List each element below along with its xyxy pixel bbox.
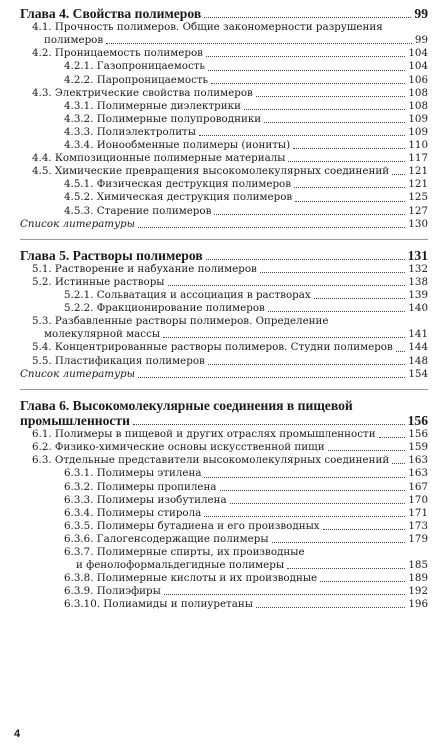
toc-entry (20, 341, 428, 354)
toc-entry (20, 34, 428, 47)
toc-entry-text: 6.3.2. Полимеры пропилена (64, 480, 217, 493)
toc-entry-page: 167 (408, 480, 428, 493)
dot-leader (208, 69, 405, 71)
toc-entry (20, 302, 428, 315)
dot-leader (272, 541, 406, 543)
toc-entry (20, 74, 428, 87)
toc-entry-page: 163 (408, 454, 428, 467)
dot-leader (320, 580, 405, 582)
toc-entry (20, 276, 428, 289)
toc-entry (20, 467, 428, 480)
toc-entry-page: 189 (408, 572, 428, 585)
dot-leader (133, 423, 405, 425)
toc-entry-text: 4.2. Проницаемость полимеров (32, 47, 203, 60)
toc-entry-text: 5.1. Растворение и набухание полимеров (32, 262, 257, 275)
toc-entry-text: 4.5.2. Химическая деструкция полимеров (64, 191, 293, 204)
references-entry-text: Список литературы (20, 367, 136, 380)
chapter-heading (20, 248, 428, 263)
references-entry (20, 218, 428, 231)
toc-entry-line (20, 546, 428, 559)
toc-entry-text: 5.2.2. Фракционирование полимеров (64, 302, 265, 315)
toc-entry-page: 117 (408, 152, 428, 165)
dot-leader (164, 593, 406, 595)
toc-entry (20, 263, 428, 276)
toc-entry-page: 106 (408, 73, 428, 86)
chapter-heading-text: Глава 4. Свойства полимеров (20, 6, 202, 21)
dot-leader (138, 376, 405, 378)
dot-leader (220, 489, 406, 491)
dot-leader (206, 55, 405, 57)
toc-entry-text: 4.5.1. Физическая деструкция полимеров (64, 178, 292, 191)
toc-entry-page: 192 (408, 585, 428, 598)
toc-entry (20, 126, 428, 139)
dot-leader (379, 436, 406, 438)
toc-entry (20, 598, 428, 611)
toc-entry-text: 4.3.1. Полимерные диэлектрики (64, 99, 241, 112)
toc-entry-text: 6.3.1. Полимеры этилена (64, 467, 202, 480)
toc-entry-text: 5.2. Истинные растворы (32, 276, 165, 288)
toc-entry-text: 4.3. Электрические свойства полимеров (32, 86, 253, 99)
chapter-section (20, 6, 428, 231)
dot-leader (138, 226, 405, 228)
dot-leader (211, 82, 405, 84)
toc-entry-page: 139 (408, 289, 428, 302)
toc-entry-text: 6.3. Отдельные представители высокомолекулярных соединений (32, 454, 390, 467)
dot-leader (204, 476, 405, 478)
toc-entry (20, 87, 428, 100)
toc-entry (20, 585, 428, 598)
toc-entry (20, 191, 428, 204)
toc-entry (20, 165, 428, 178)
toc-entry-text: 6.3.4. Полимеры стирола (64, 506, 202, 519)
chapter-heading-page: 156 (407, 412, 428, 428)
toc-entry-text: 6.3.3. Полимеры изобутилена (64, 493, 227, 506)
toc-entry-page: 108 (408, 86, 428, 99)
dot-leader (314, 297, 406, 299)
toc-entry-page: 99 (414, 34, 428, 47)
dot-leader (208, 363, 406, 365)
toc-entry-text: 5.5. Пластификация полимеров (32, 354, 205, 367)
toc-entry (20, 454, 428, 467)
toc-entry (20, 289, 428, 302)
dot-leader (396, 350, 406, 352)
toc-entry-text: молекулярной массы (44, 328, 161, 341)
toc-entry (20, 113, 428, 126)
dot-leader (206, 258, 405, 260)
toc-entry-text: 4.3.2. Полимерные полупроводники (64, 112, 262, 125)
toc-entry-text: 4.2.1. Газопроницаемость (64, 60, 206, 73)
dot-leader (392, 462, 405, 464)
toc-entry-text: 5.2.1. Сольватация и ассоциация в растворах (64, 289, 311, 302)
toc-entry-text: полимеров (44, 34, 104, 47)
dot-leader (328, 449, 406, 451)
toc-entry (20, 100, 428, 113)
toc-entry (20, 60, 428, 73)
toc-entry-text: 4.4. Композиционные полимерные материалы (32, 152, 286, 165)
dot-leader (288, 160, 405, 162)
toc-entry-page: 121 (408, 165, 428, 178)
toc-entry-page: 185 (408, 559, 428, 572)
dot-leader (163, 336, 405, 338)
chapter-heading-line (20, 398, 428, 413)
toc-entry (20, 520, 428, 533)
toc-entry-text: 6.3.10. Полиамиды и полиуретаны (64, 598, 253, 611)
toc-entry (20, 494, 428, 507)
chapter-section (20, 239, 428, 381)
toc-entry-text: 6.3.6. Галогенсодержащие полимеры (64, 532, 269, 545)
chapter-heading-page: 99 (414, 6, 428, 21)
dot-leader (287, 567, 405, 569)
toc-entry (20, 139, 428, 152)
dot-leader (295, 200, 405, 202)
toc-entry-page: 140 (408, 302, 428, 315)
toc-entry-page: 109 (408, 112, 428, 125)
toc-entry (20, 47, 428, 60)
toc-entry-page: 156 (408, 428, 428, 441)
toc-entry-page: 110 (408, 139, 428, 152)
toc-entry (20, 178, 428, 191)
dot-leader (204, 16, 411, 18)
toc-entry-text: 4.3.4. Ионообменные полимеры (иониты) (64, 139, 291, 152)
toc-entry-line (20, 315, 428, 328)
references-entry (20, 368, 428, 381)
toc-entry-text: 4.5. Химические превращения высокомолекулярных соединений (32, 165, 390, 178)
toc-entry-page: 171 (408, 506, 428, 519)
toc-entry (20, 441, 428, 454)
toc-entry-line-text: 6.3.7. Полимерные спирты, их производные (64, 546, 305, 558)
toc-entry-page: 144 (408, 341, 428, 354)
dot-leader (260, 271, 406, 273)
toc-entry-text: 4.3.3. Полиэлектролиты (64, 125, 196, 138)
toc-entry-page: 127 (408, 204, 428, 217)
dot-leader (168, 284, 406, 286)
toc-entry-line-text: 5.3. Разбавленные растворы полимеров. Определение (32, 315, 329, 328)
toc-entry (20, 533, 428, 546)
table-of-contents (20, 6, 428, 611)
toc-entry-page: 173 (408, 519, 428, 532)
toc-entry (20, 428, 428, 441)
dot-leader (230, 502, 406, 504)
toc-entry-page: 163 (408, 467, 428, 480)
dot-leader (214, 213, 405, 215)
toc-entry-page: 125 (408, 191, 428, 204)
toc-entry-page: 104 (408, 60, 428, 73)
dot-leader (204, 515, 405, 517)
toc-entry-text: 5.4. Концентрированные растворы полимеров. Студни полимеров (32, 341, 393, 354)
toc-entry-text: 6.3.5. Полимеры бутадиена и его производных (64, 519, 320, 532)
toc-entry (20, 559, 428, 572)
dot-leader (323, 528, 406, 530)
toc-entry-page: 196 (408, 598, 428, 611)
toc-entry (20, 355, 428, 368)
toc-entry (20, 507, 428, 520)
toc-entry-page: 104 (408, 47, 428, 60)
toc-entry-line (20, 21, 428, 34)
references-entry-page: 154 (408, 367, 428, 380)
toc-entry-page: 141 (408, 328, 428, 341)
toc-entry (20, 481, 428, 494)
dot-leader (268, 310, 405, 312)
toc-entry (20, 572, 428, 585)
toc-entry (20, 152, 428, 165)
toc-entry (20, 205, 428, 218)
dot-leader (256, 95, 406, 97)
toc-entry-text: 4.2.2. Паропроницаемость (64, 73, 209, 86)
dot-leader (244, 108, 405, 110)
chapter-heading (20, 6, 428, 21)
dot-leader (294, 186, 405, 188)
toc-entry-page: 132 (408, 262, 428, 275)
toc-entry-line-text: 4.1. Прочность полимеров. Общие закономерности разрушения (32, 21, 383, 34)
dot-leader (264, 121, 405, 123)
toc-entry-page: 170 (408, 493, 428, 506)
toc-entry-text: 6.2. Физико-химические основы искусственной пищи (32, 441, 325, 454)
toc-entry-page: 179 (408, 532, 428, 545)
dot-leader (256, 606, 405, 608)
chapter-heading-line-text: Глава 6. Высокомолекулярные соединения в пищевой (20, 397, 353, 413)
dot-leader (199, 134, 405, 136)
chapter-heading-page: 131 (407, 247, 428, 263)
references-entry-text: Список литературы (20, 217, 136, 230)
dot-leader (392, 173, 405, 175)
toc-entry-text: 6.3.8. Полимерные кислоты и их производные (64, 572, 318, 585)
toc-entry-page: 121 (408, 178, 428, 191)
toc-entry-text: 4.5.3. Старение полимеров (64, 204, 212, 217)
toc-entry (20, 328, 428, 341)
toc-entry-text: 6.3.9. Полиэфиры (64, 585, 161, 598)
toc-entry-text: 6.1. Полимеры в пищевой и других отраслях промышленности (32, 428, 376, 441)
chapter-heading (20, 413, 428, 428)
toc-entry-page: 148 (408, 354, 428, 367)
chapter-section (20, 389, 428, 612)
toc-entry-page: 109 (408, 125, 428, 138)
toc-entry-text: и фенолоформальдегидные полимеры (76, 559, 285, 572)
toc-entry-page: 159 (408, 441, 428, 454)
toc-entry-page: 138 (408, 276, 428, 288)
references-entry-page: 130 (408, 217, 428, 230)
page-number: 4 (14, 728, 21, 740)
toc-entry-page: 108 (408, 99, 428, 112)
chapter-heading-text: Глава 5. Растворы полимеров (20, 247, 203, 263)
dot-leader (106, 42, 412, 44)
dot-leader (293, 147, 405, 149)
chapter-heading-text: промышленности (20, 412, 130, 428)
